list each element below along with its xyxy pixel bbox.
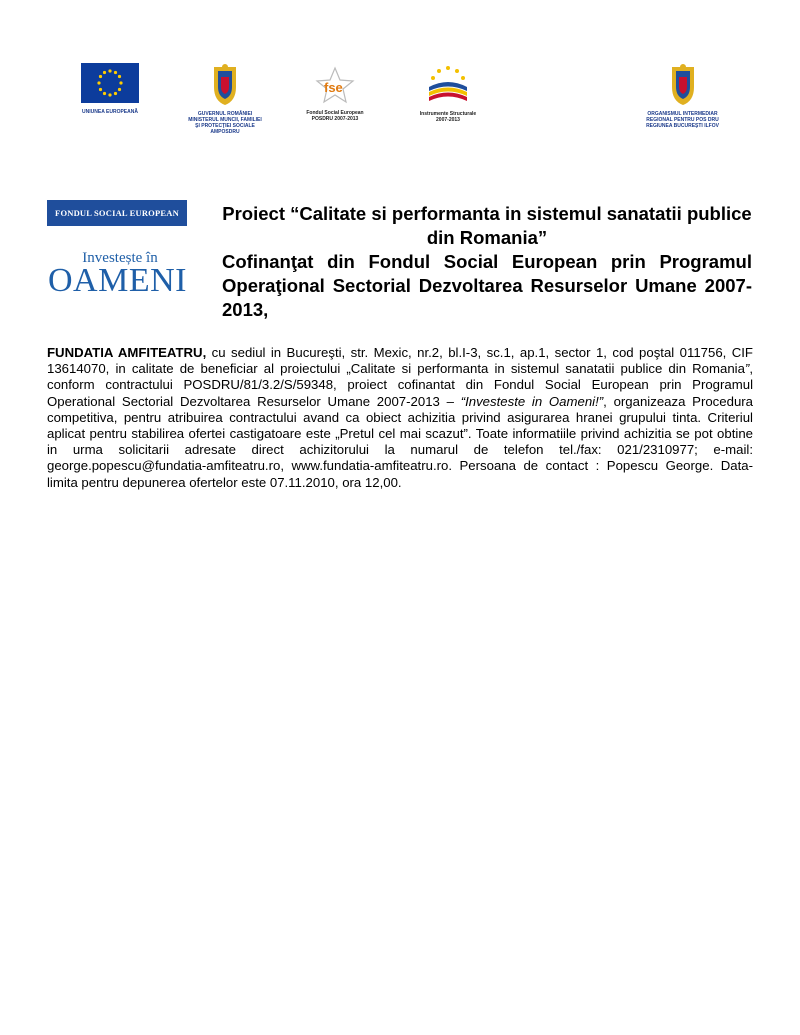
fse-badge: FONDUL SOCIAL EUROPEAN: [47, 200, 187, 226]
body-quote-close: ”: [744, 361, 750, 377]
fse-caption: Fondul Social European POSDRU 2007-2013: [306, 110, 364, 122]
slogan-line-2: OAMENI: [48, 262, 187, 299]
fse-mark: fse: [324, 80, 343, 95]
announcement-body: [47, 345, 753, 491]
organization-name: FUNDATIA AMFITEATRU,: [47, 345, 207, 360]
body-part-3: , organizeaza Procedura competitiva, pentru atribuirea contractului avand ca obiect achizitia privind asigurarea hranei grupului tinta. Criteriul aplicat pentru stabilirea ofertei castigatoare este „Pretul cel mai scazut”. Toate informatiile privind achizitia se pot obtine in urma solicitarii adresate direct achizitorului la numarul de telefon tel./fax: 021/2310977; e-mail: george.popescu@fundatia-amfiteatru.ro, www.fundatia-amfiteatru.ro. Persoana de contact : Popescu George. Data-limita pentru depunerea ofertelor este 07.11.2010, ora 12,00.: [47, 393, 754, 490]
page-title: [222, 202, 752, 322]
program-slogan: “Investeste in Oameni!”: [460, 393, 604, 409]
eu-caption: UNIUNEA EUROPEANĂ: [82, 109, 138, 115]
structural-instruments-caption: Instrumente Structurale 2007-2013: [419, 111, 477, 123]
fse-star-icon: [313, 66, 357, 106]
fse-logo: [295, 66, 375, 122]
slogan-line-1: Investește în: [82, 250, 158, 266]
intermediate-body-caption: ORGANISMUL INTERMEDIAR REGIONAL PENTRU POS DRU REGIUNEA BUCUREŞTI ILFOV: [646, 111, 719, 129]
body-part-2: , conform contractului POSDRU/81/3.2/S/59348, proiect cofinantat din Fondul Social European prin Programul Operational Sectorial Dezvoltarea Resurselor Umane 2007-2013 –: [47, 361, 753, 409]
government-logo: [180, 63, 270, 135]
cofinancing-statement: Cofinanţat din Fondul Social European prin Programul Operaţional Sectorial Dezvoltarea Resurselor Umane 2007- 2013,: [222, 251, 752, 320]
project-title: Proiect “Calitate si performanta in sistemul sanatatii publice din Romania”: [222, 203, 752, 248]
coat-of-arms-icon: [666, 63, 700, 107]
body-part-1: cu sediul in Bucureşti, str. Mexic, nr.2, bl.I-3, sc.1, ap.1, sector 1, cod poştal 011756, CIF 13614070, in calitate de beneficiar al proiectului „Calitate si performanta in sistemul sanatatii publice din Romania: [47, 345, 753, 377]
intermediate-body-logo: [635, 63, 730, 129]
structural-instruments-icon: [423, 63, 473, 107]
government-caption: GUVERNUL ROMÂNIEI MINISTERUL MUNCII, FAMILIEI ŞI PROTECŢIEI SOCIALE AMPOSDRU: [188, 111, 262, 135]
structural-instruments-logo: [408, 63, 488, 123]
coat-of-arms-icon: [208, 63, 242, 107]
eu-logo: [70, 63, 150, 115]
eu-flag-icon: [81, 63, 139, 103]
